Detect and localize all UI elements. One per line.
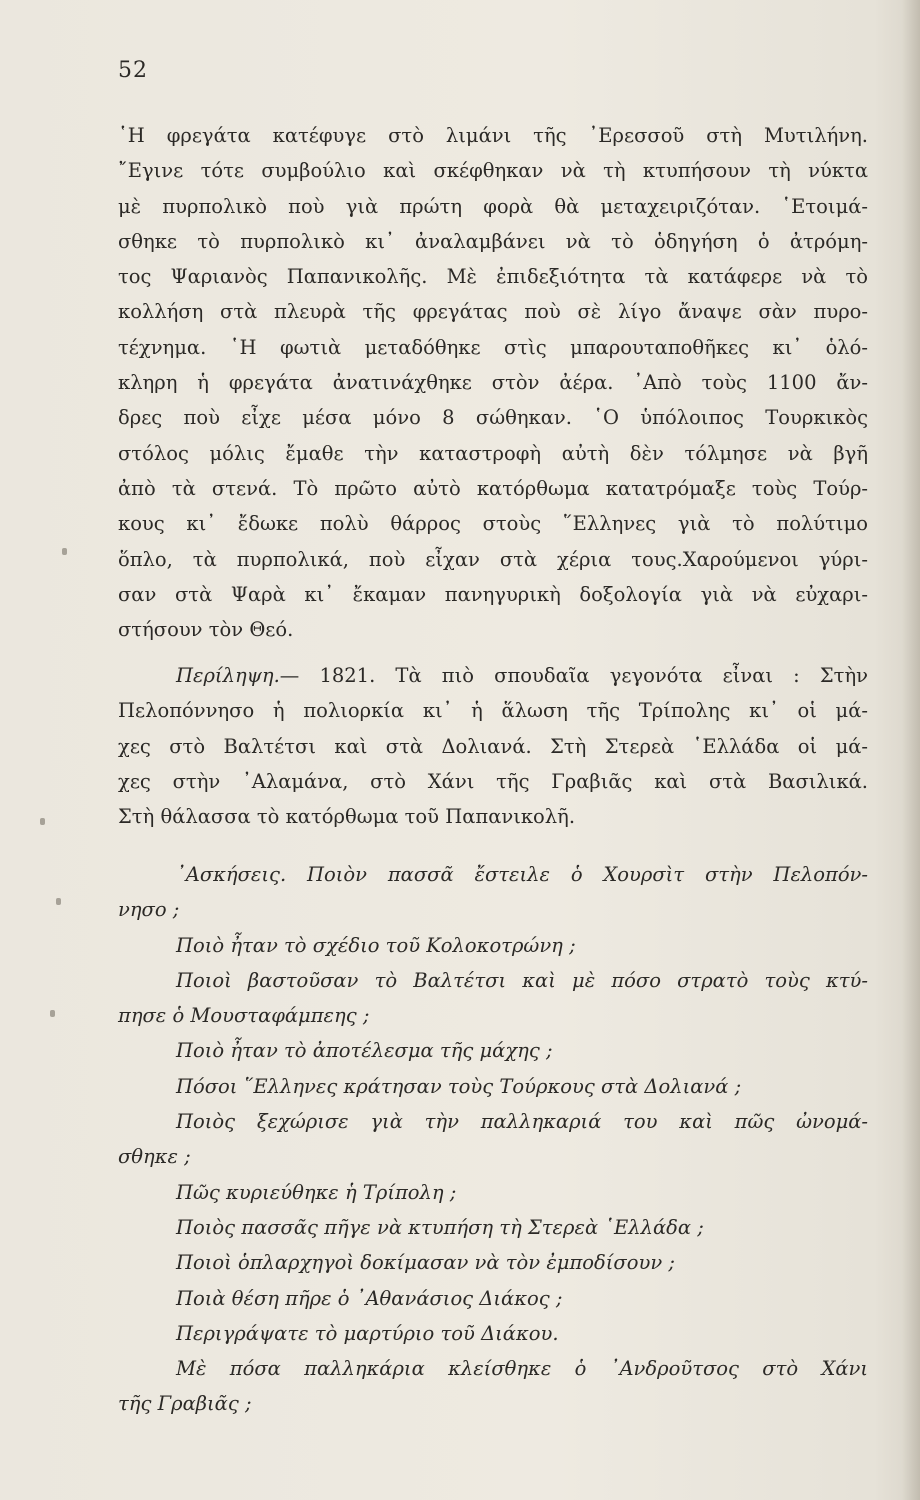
exercise-question: Ποιὸς πασσᾶς πῆγε νὰ κτυπήση τὴ Στερεὰ ῾Ελλάδα ; (176, 1215, 704, 1239)
exercise-question-cont: πησε ὁ Μουσταφάμπεης ; (118, 1004, 370, 1028)
exercise-question-cont: νησο ; (118, 898, 180, 922)
summary-paragraph (118, 658, 868, 834)
ink-speck (40, 818, 45, 825)
exercise-question: Ποιοὶ βαστοῦσαν τὸ Βαλτέτσι καὶ μὲ πόσο στρατὸ τοὺς κτύ- (176, 968, 868, 992)
page-edge-shadow (902, 0, 920, 1500)
summary-line: Πελοπόννησο ἡ πολιορκία κι᾿ ἡ ἅλωση τῆς Τρίπολης κι᾿ οἱ μά- (118, 699, 868, 723)
exercise-question-cont: τῆς Γραβιᾶς ; (118, 1392, 252, 1416)
exercise-question: Πῶς κυριεύθηκε ἡ Τρίπολη ; (176, 1180, 457, 1204)
text-line: στόλος μόλις ἔμαθε τὴν καταστροφὴ αὐτὴ δὲν τόλμησε νὰ βγῆ (118, 441, 868, 465)
text-line: ῎Εγινε τότε συμβούλιο καὶ σκέφθηκαν νὰ τὴ κτυπήσουν τὴ νύκτα (118, 159, 868, 183)
text-line: τος Ψαριανὸς Παπανικολῆς. Μὲ ἐπιδεξιότητα τὰ κατάφερε νὰ τὸ (118, 265, 868, 289)
page-number: 52 (118, 58, 148, 83)
summary-heading: Περίληψη. (176, 664, 280, 687)
text-line: ῾Η φρεγάτα κατέφυγε στὸ λιμάνι τῆς ᾿Ερεσσοῦ στὴ Μυτιλήνη. (118, 124, 868, 147)
summary-line: χες στὴν ᾿Αλαμάνα, στὸ Χάνι τῆς Γραβιᾶς καὶ στὰ Βασιλικά. (118, 769, 868, 793)
exercise-question: Ποιὸ ἦταν τὸ σχέδιο τοῦ Κολοκοτρώνη ; (176, 933, 576, 957)
text-line: σαν στὰ Ψαρὰ κι᾿ ἔκαμαν πανηγυρικὴ δοξολογία γιὰ νὰ εὐχαρι- (118, 582, 868, 606)
exercise-question: Ποιὸς ξεχώρισε γιὰ τὴν παλληκαριά του καὶ πῶς ὠνομά- (176, 1110, 868, 1134)
text-line: ὅπλο, τὰ πυρπολικά, ποὺ εἶχαν στὰ χέρια τους.Χαρούμενοι γύρι- (118, 547, 868, 571)
text-line: ἀπὸ τὰ στενά. Τὸ πρῶτο αὐτὸ κατόρθωμα κατατρόμαξε τοὺς Τούρ- (118, 476, 868, 500)
exercise-question: Ποιὰ θέση πῆρε ὁ ᾿Αθανάσιος Διάκος ; (176, 1286, 563, 1310)
exercise-question: Ποιοὶ ὁπλαρχηγοὶ δοκίμασαν νὰ τὸν ἐμποδίσουν ; (176, 1251, 675, 1275)
text-line: στήσουν τὸν Θεό. (118, 618, 294, 642)
text-line: τέχνημα. ῾Η φωτιὰ μεταδόθηκε στὶς μπαρουταποθῆκες κι᾿ ὁλό- (118, 335, 868, 359)
exercise-question: Πόσοι ῞Ελληνες κράτησαν τοὺς Τούρκους στὰ Δολιανά ; (176, 1074, 742, 1098)
exercise-question: Ποιὸ ἦταν τὸ ἀποτέλεσμα τῆς μάχης ; (176, 1039, 553, 1063)
text-line: κληρη ἡ φρεγάτα ἀνατινάχθηκε στὸν ἀέρα. ᾿Απὸ τοὺς 1100 ἄν- (118, 371, 868, 395)
text-line: μὲ πυρπολικὸ ποὺ γιὰ πρώτη φορὰ θὰ μεταχειριζόταν. ῾Ετοιμά- (118, 194, 868, 218)
exercise-question: Περιγράψατε τὸ μαρτύριο τοῦ Διάκου. (176, 1321, 559, 1345)
ink-speck (50, 1010, 55, 1017)
text-line: δρες ποὺ εἶχε μέσα μόνο 8 σώθηκαν. ῾Ο ὑπόλοιπος Τουρκικὸς (118, 406, 868, 430)
exercise-question-cont: σθηκε ; (118, 1145, 191, 1169)
text-line: κους κι᾿ ἔδωκε πολὺ θάρρος στοὺς ῞Ελληνες γιὰ τὸ πολύτιμο (118, 512, 868, 536)
summary-line: — 1821. Τὰ πιὸ σπουδαῖα γεγονότα εἶναι : Στὴν (279, 664, 868, 687)
exercise-question: Μὲ πόσα παλληκάρια κλείσθηκε ὁ ᾿Ανδροῦτσος στὸ Χάνι (176, 1357, 868, 1381)
summary-line: χες στὸ Βαλτέτσι καὶ στὰ Δολιανά. Στὴ Στερεὰ ῾Ελλάδα οἱ μά- (118, 734, 868, 758)
ink-speck (62, 548, 67, 555)
text-line: σθηκε τὸ πυρπολικὸ κι᾿ ἀναλαμβάνει νὰ τὸ ὁδηγήση ὁ ἀτρόμη- (118, 229, 868, 253)
text-line: κολλήση στὰ πλευρὰ τῆς φρεγάτας ποὺ σὲ λίγο ἄναψε σὰν πυρο- (118, 300, 868, 324)
exercises-first-line (118, 857, 868, 892)
narrative-paragraph (118, 118, 868, 647)
exercises-section (118, 857, 868, 1422)
summary-line: Στὴ θάλασσα τὸ κατόρθωμα τοῦ Παπανικολῆ. (118, 805, 576, 829)
exercises-heading: ᾿Ασκήσεις. (176, 863, 287, 886)
exercise-question: Ποιὸν πασσᾶ ἔστειλε ὁ Χουρσὶτ στὴν Πελοπόν- (307, 863, 869, 886)
ink-speck (56, 898, 61, 905)
summary-first-line (118, 658, 868, 693)
